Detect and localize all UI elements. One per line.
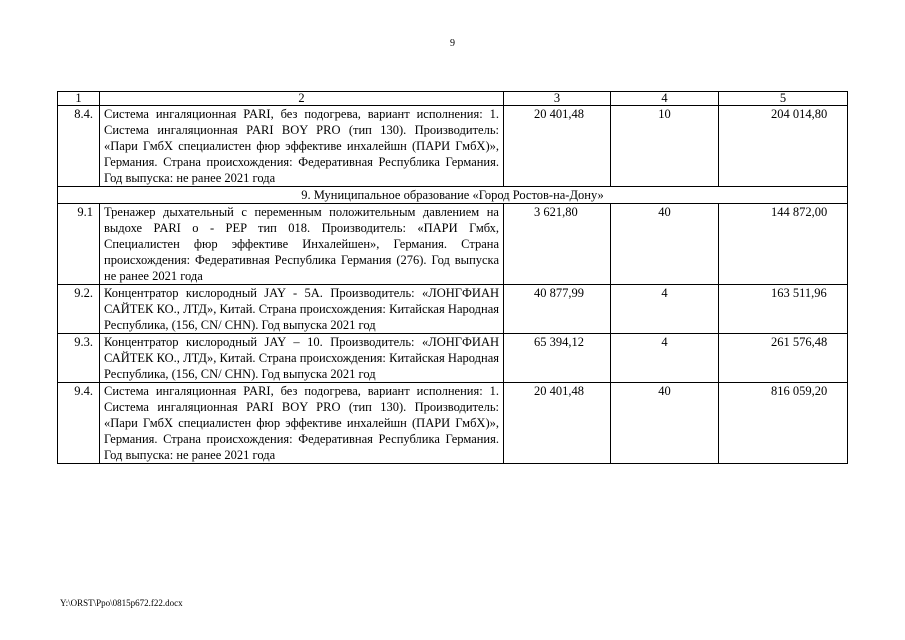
header-cell: 5 <box>719 92 848 106</box>
row-description: Система ингаляционная PARI, без подогрева, вариант исполнения: 1. Система ингаляционная PARI BOY PRO (тип 130). Производитель: «Пари ГмбХ специалистен фюр эффективе инхалейшн (ПАРИ ГмбХ)», Германия. Страна происхождения: Федеративная Республика Германия. Год выпуска: не ранее 2021 года <box>100 106 504 187</box>
table-row <box>58 383 848 464</box>
row-number: 9.4. <box>58 383 100 464</box>
row-total: 261 576,48 <box>719 334 848 383</box>
table-row <box>58 106 848 187</box>
row-unit-price: 65 394,12 <box>504 334 611 383</box>
header-cell: 1 <box>58 92 100 106</box>
row-total: 816 059,20 <box>719 383 848 464</box>
row-quantity: 40 <box>611 383 719 464</box>
file-path-footer: Y:\ORST\Ppo\0815p672.f22.docx <box>60 598 183 608</box>
row-unit-price: 20 401,48 <box>504 106 611 187</box>
section-row <box>58 187 848 204</box>
row-description: Концентратор кислородный JAY - 5A. Производитель: «ЛОНГФИАН САЙТЕК КО., ЛТД», Китай. Страна происхождения: Китайская Народная Республика, (156, CN/ CHN). Год выпуска 2021 год <box>100 285 504 334</box>
row-quantity: 10 <box>611 106 719 187</box>
row-unit-price: 20 401,48 <box>504 383 611 464</box>
row-total: 204 014,80 <box>719 106 848 187</box>
row-total: 163 511,96 <box>719 285 848 334</box>
row-description: Тренажер дыхательный с переменным положительным давлением на выдохе PARI o - PEP тип 018. Производитель: «ПАРИ Гмбх, Специалистен фюр эффективе Инхалейшен», Германия. Страна происхождения: Федеративная Республика Германия (276). Год выпуска не ранее 2021 года <box>100 204 504 285</box>
table-row <box>58 285 848 334</box>
row-number: 9.3. <box>58 334 100 383</box>
row-unit-price: 40 877,99 <box>504 285 611 334</box>
row-description: Система ингаляционная PARI, без подогрева, вариант исполнения: 1. Система ингаляционная PARI BOY PRO (тип 130). Производитель: «Пари ГмбХ специалистен фюр эффективе инхалейшн (ПАРИ ГмбХ)», Германия. Страна происхождения: Федеративная Республика Германия. Год выпуска: не ранее 2021 года <box>100 383 504 464</box>
row-quantity: 40 <box>611 204 719 285</box>
row-unit-price: 3 621,80 <box>504 204 611 285</box>
row-quantity: 4 <box>611 285 719 334</box>
table-row <box>58 204 848 285</box>
header-cell: 3 <box>504 92 611 106</box>
table-row <box>58 334 848 383</box>
row-number: 9.1 <box>58 204 100 285</box>
row-number: 8.4. <box>58 106 100 187</box>
page-number: 9 <box>450 38 455 49</box>
header-cell: 4 <box>611 92 719 106</box>
row-number: 9.2. <box>58 285 100 334</box>
section-title: 9. Муниципальное образование «Город Ростов-на-Дону» <box>58 187 848 204</box>
row-total: 144 872,00 <box>719 204 848 285</box>
header-cell: 2 <box>100 92 504 106</box>
row-quantity: 4 <box>611 334 719 383</box>
price-table <box>57 91 848 464</box>
row-description: Концентратор кислородный JAY – 10. Производитель: «ЛОНГФИАН САЙТЕК КО., ЛТД», Китай. Страна происхождения: Китайская Народная Республика, (156, CN/ CHN). Год выпуска 2021 год <box>100 334 504 383</box>
table-header-row <box>58 92 848 106</box>
